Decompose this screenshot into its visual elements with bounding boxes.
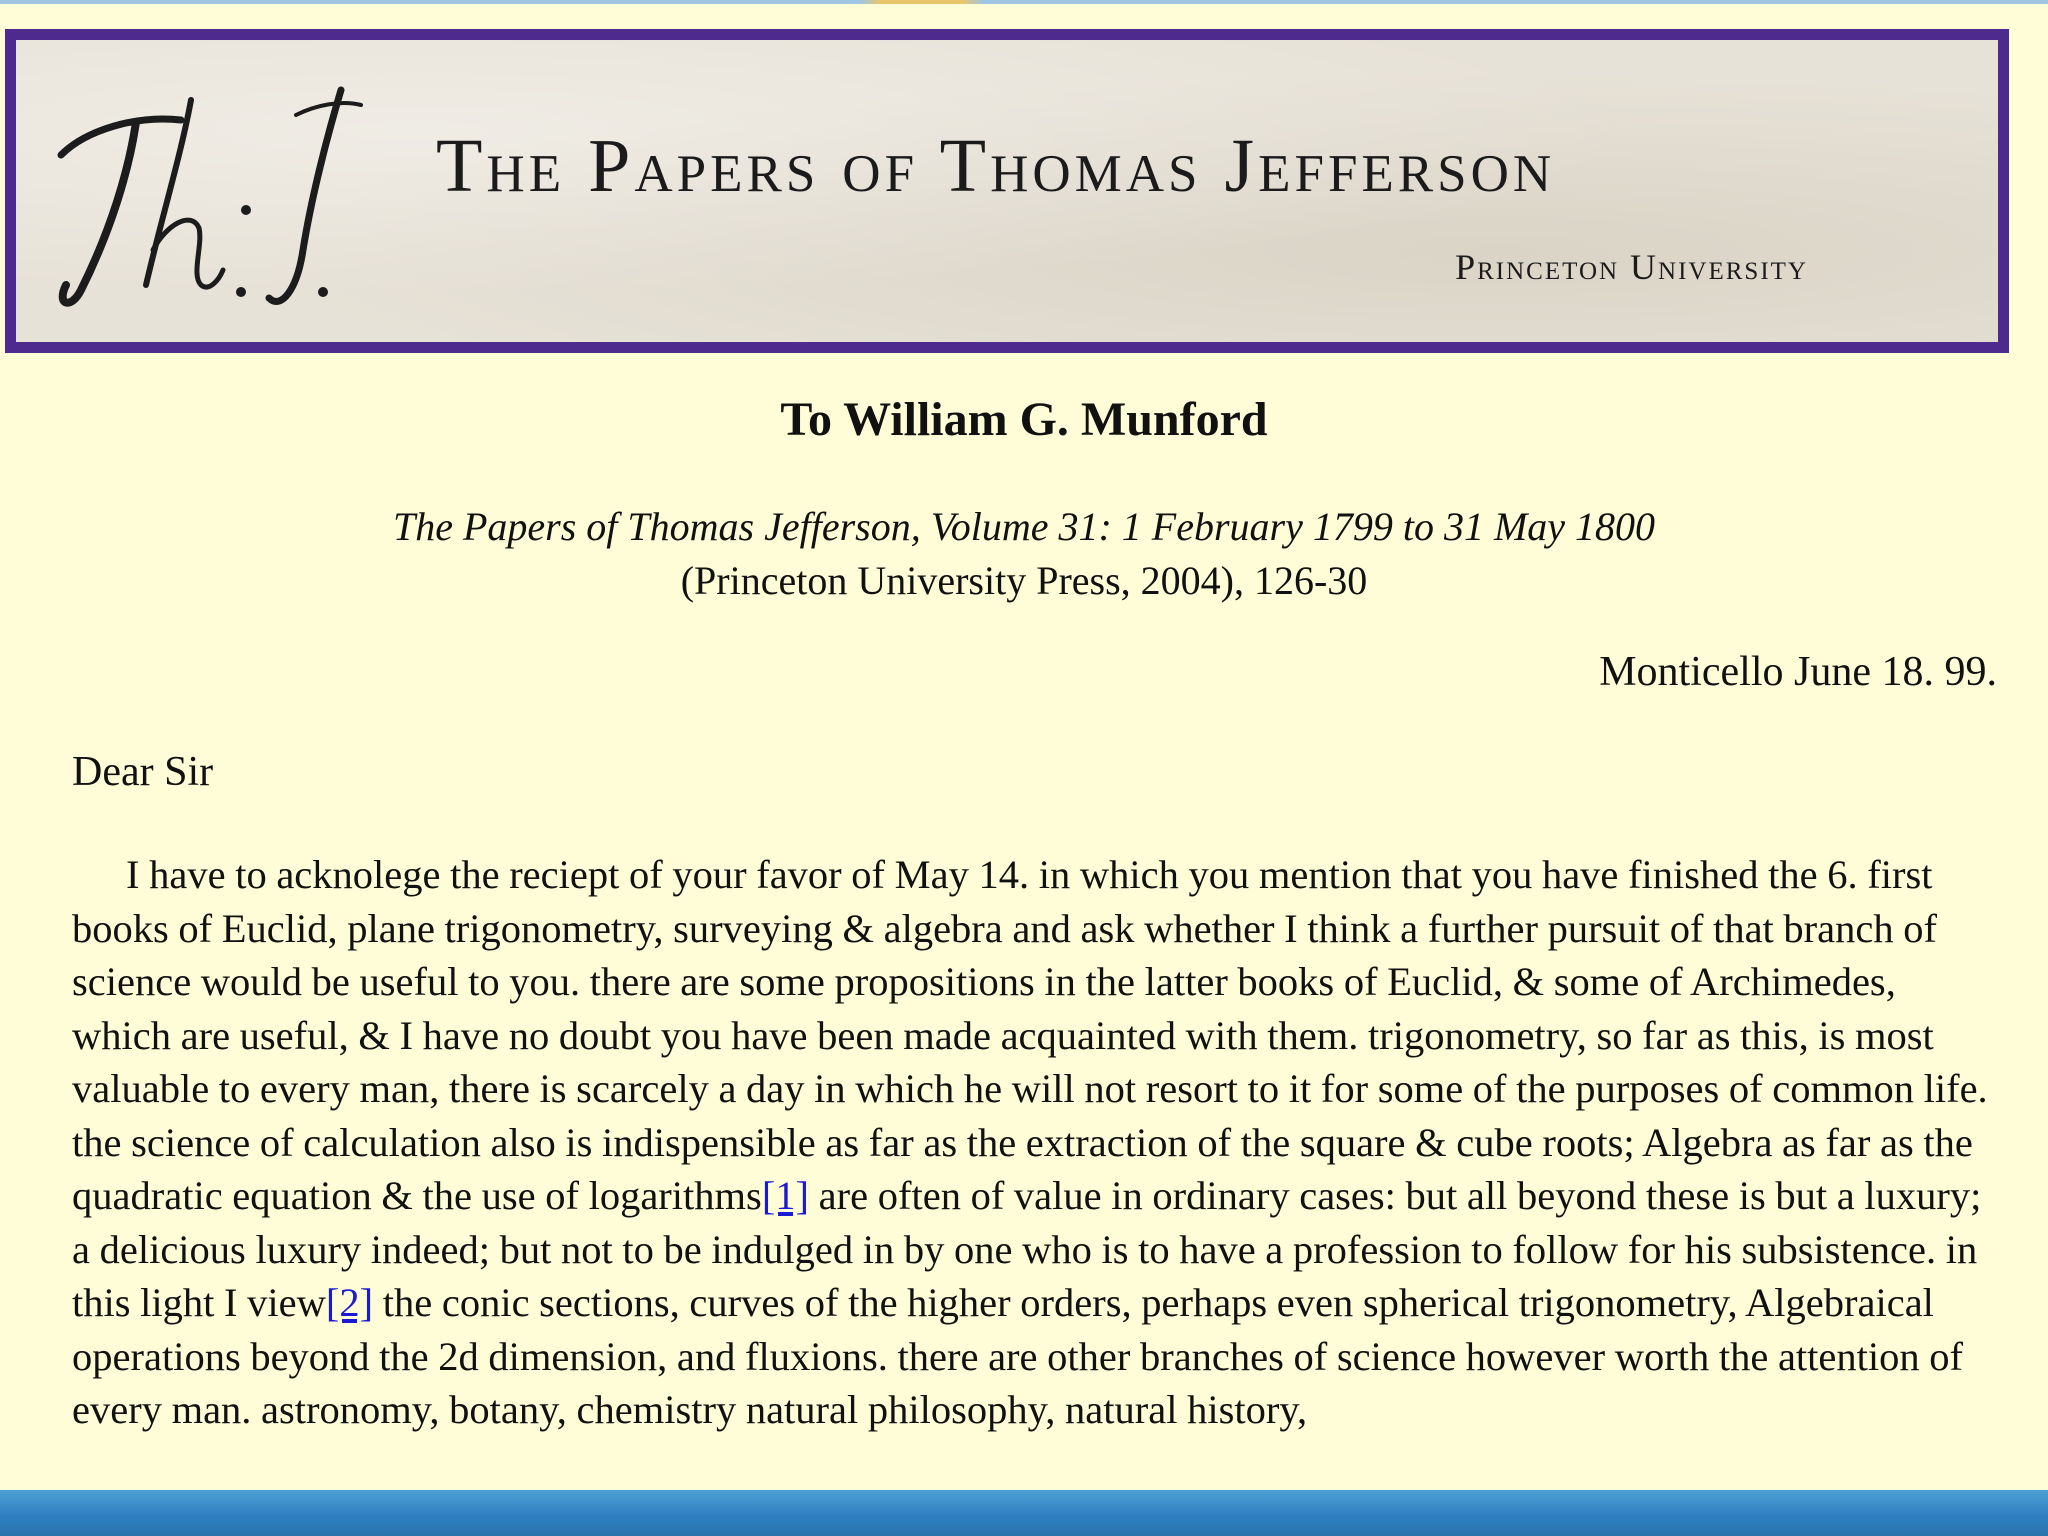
jefferson-signature [41,60,371,320]
window-bottom-bar [0,1490,2048,1536]
letter-dateline: Monticello June 18. 99. [1599,649,1997,695]
citation-title: The Papers of Thomas Jefferson, Volume 31: 1 February 1799 to 31 May 1800 [392,504,1656,549]
body-text-part2: are often of value in ordinary cases: but all beyond these is but a luxury; a delicious luxury indeed; but not to be indulged in by one who is to have a profession to follow for his subsistence. in this light I view [72,1173,1982,1325]
banner-title: The Papers of Thomas Jefferson [436,124,1556,208]
body-text-part1: I have to acknolege the reciept of your favor of May 14. in which you mention that you have finished the 6. first books of Euclid, plane trigonometry, surveying & algebra and ask whether I think a further pursuit of that branch of science would be useful to you. there are some propositions in the latter books of Euclid, & some of Archimedes, which are useful, & I have no doubt you have been made acquainted with them. trigonometry, so far as this, is most valuable to every man, there is scarcely a day in which he will not resort to it for some of the purposes of common life. the science of calculation also is indispensible as far as the extraction of the square & cube roots; Algebra as far as the quadratic equation & the use of logarithms [72,852,1988,1218]
banner-subtitle: Princeton University [1455,247,1808,287]
window-top-strip [0,0,2048,4]
citation-publisher: (Princeton University Press, 2004), 126-30 [680,558,1368,603]
citation [0,500,2048,608]
body-text-part3: the conic sections, curves of the higher orders, perhaps even spherical trigonometry, Algebraical operations beyond the 2d dimension, and fluxions. there are other branches of science however worth the attention of every man. astronomy, botany, chemistry natural philosophy, natural history, [72,1280,1964,1432]
site-banner [5,29,2009,353]
letter-heading: To William G. Munford [780,393,1268,446]
letter-body [72,848,1994,1437]
letter-salutation: Dear Sir [72,749,214,795]
footnote-link-2[interactable]: [2] [325,1280,374,1325]
footnote-link-1[interactable]: [1] [761,1173,810,1218]
